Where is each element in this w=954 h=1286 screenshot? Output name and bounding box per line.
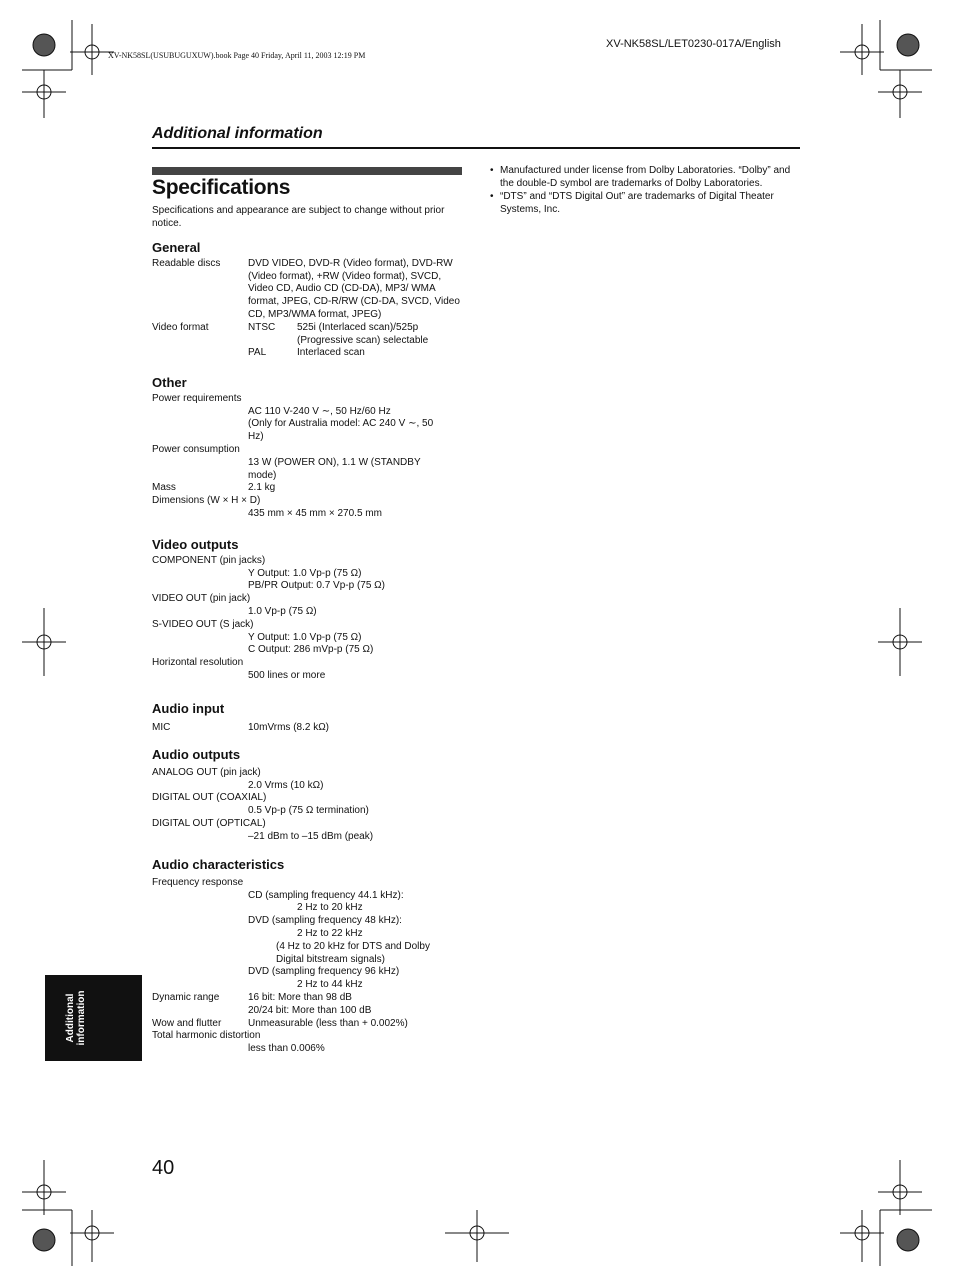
spec-label: Wow and flutter <box>152 1017 222 1029</box>
spec-value: 2 Hz to 44 kHz <box>297 979 363 991</box>
bullet-icon: • <box>490 191 494 202</box>
spec-sublabel: NTSC <box>248 321 276 333</box>
audio-outputs-heading: Audio outputs <box>152 747 241 762</box>
spec-value: 1.0 Vp-p (75 Ω) <box>248 605 317 617</box>
spec-label: COMPONENT (pin jacks) <box>152 554 266 566</box>
spec-row <box>152 992 462 1005</box>
spec-label: MIC <box>152 721 171 733</box>
spec-value: CD (sampling frequency 44.1 kHz): <box>248 889 404 901</box>
spec-value: PB/PR Output: 0.7 Vp-p (75 Ω) <box>248 580 385 592</box>
section-rule <box>152 147 800 149</box>
spec-label: Mass <box>152 482 176 494</box>
spec-value: 525i (Interlaced scan)/525p (Progressive scan) selectable <box>297 321 429 346</box>
book-line: XV-NK58SL(USUBUGUXUW).book Page 40 Friday, April 11, 2003 12:19 PM <box>108 51 366 60</box>
spec-row <box>152 722 462 735</box>
spec-subrow <box>152 347 462 360</box>
audio-input-heading: Audio input <box>152 701 225 716</box>
spec-row <box>152 258 462 322</box>
spec-value: 2.0 Vrms (10 kΩ) <box>248 779 324 791</box>
video-outputs-heading: Video outputs <box>152 537 239 552</box>
spec-value: 2.1 kg <box>248 482 276 494</box>
spec-value: 13 W (POWER ON), 1.1 W (STANDBY mode) <box>248 456 421 481</box>
spec-row <box>152 482 462 495</box>
section-title: Additional information <box>152 125 323 142</box>
spec-value: 20/24 bit: More than 100 dB <box>248 1004 372 1016</box>
spec-value: 2 Hz to 22 kHz <box>297 927 363 939</box>
spec-sublabel: PAL <box>248 347 267 359</box>
spec-value: –21 dBm to –15 dBm (peak) <box>248 830 374 842</box>
spec-value: 435 mm × 45 mm × 270.5 mm <box>248 507 382 519</box>
intro-text: Specifications and appearance are subject to change without prior notice. <box>152 205 445 229</box>
side-tab-label <box>65 983 87 1053</box>
spec-value: DVD VIDEO, DVD-R (Video format), DVD-RW (Video format), +RW (Video format), SVCD, Video CD, Audio CD (CD-DA), MP3/ WMA format, JPEG, CD-R/RW (CD-DA, SVCD, Video CD, MP3/WMA format, JPEG) <box>248 257 460 320</box>
spec-label: DIGITAL OUT (OPTICAL) <box>152 817 266 829</box>
side-tab-line: information <box>76 990 87 1046</box>
spec-value: DVD (sampling frequency 48 kHz): <box>248 915 402 927</box>
spec-value: AC 110 V-240 V ∼, 50 Hz/60 Hz <box>248 405 391 417</box>
other-section <box>152 377 462 521</box>
side-tab <box>45 975 142 1061</box>
spec-label: VIDEO OUT (pin jack) <box>152 593 251 605</box>
video-outputs-section <box>152 539 462 683</box>
other-heading: Other <box>152 375 187 390</box>
spec-label: Video format <box>152 321 209 333</box>
trademark-notes <box>490 164 805 216</box>
spec-value: 0.5 Vp-p (75 Ω termination) <box>248 805 369 817</box>
spec-value: Interlaced scan <box>297 347 365 359</box>
spec-value: C Output: 286 mVp-p (75 Ω) <box>248 644 374 656</box>
spec-row <box>152 1018 462 1031</box>
spec-value: less than 0.006% <box>248 1043 325 1055</box>
spec-value: Unmeasurable (less than + 0.002%) <box>248 1017 408 1029</box>
audio-input-section <box>152 703 462 735</box>
spec-row <box>152 322 462 360</box>
spec-value: 500 lines or more <box>248 669 326 681</box>
page-number: 40 <box>152 1157 175 1179</box>
spec-label: S-VIDEO OUT (S jack) <box>152 618 254 630</box>
note-text: Manufactured under license from Dolby Laboratories. “Dolby” and the double-D symbol are trademarks of Dolby Laboratories. <box>500 165 791 189</box>
spec-label: ANALOG OUT (pin jack) <box>152 766 261 778</box>
audio-characteristics-heading: Audio characteristics <box>152 857 285 872</box>
spec-label: Horizontal resolution <box>152 657 244 669</box>
spec-label: Dimensions (W × H × D) <box>152 495 261 507</box>
list-item <box>490 164 805 190</box>
spec-label: DIGITAL OUT (COAXIAL) <box>152 792 267 804</box>
general-heading: General <box>152 240 201 255</box>
audio-outputs-section <box>152 749 462 844</box>
audio-characteristics-section <box>152 859 462 1056</box>
title-bar <box>152 167 462 175</box>
note-text: “DTS” and “DTS Digital Out” are trademarks of Digital Theater Systems, Inc. <box>500 191 774 215</box>
spec-value: (Only for Australia model: AC 240 V ∼, 50 Hz) <box>248 418 434 443</box>
spec-label: Readable discs <box>152 257 221 269</box>
spec-value: 16 bit: More than 98 dB <box>248 991 352 1003</box>
general-section <box>152 242 462 360</box>
spec-value: 2 Hz to 20 kHz <box>297 902 363 914</box>
spec-label: Power consumption <box>152 443 240 455</box>
spec-value: Y Output: 1.0 Vp-p (75 Ω) <box>248 567 362 579</box>
model-code: XV-NK58SL/LET0230-017A/English <box>606 38 781 50</box>
spec-label: Dynamic range <box>152 991 220 1003</box>
spec-value: Y Output: 1.0 Vp-p (75 Ω) <box>248 631 362 643</box>
bullet-icon: • <box>490 165 494 176</box>
spec-value: 10mVrms (8.2 kΩ) <box>248 721 330 733</box>
list-item <box>490 190 805 216</box>
page-title: Specifications <box>152 176 291 199</box>
spec-subrow <box>152 322 462 348</box>
spec-label: Frequency response <box>152 876 244 888</box>
spec-value: DVD (sampling frequency 96 kHz) <box>248 966 400 978</box>
spec-label: Total harmonic distortion <box>152 1030 261 1042</box>
spec-note: (4 Hz to 20 kHz for DTS and Dolby Digital bitstream signals) <box>276 940 430 965</box>
spec-label: Power requirements <box>152 392 242 404</box>
side-tab-line: Additional <box>65 993 76 1043</box>
